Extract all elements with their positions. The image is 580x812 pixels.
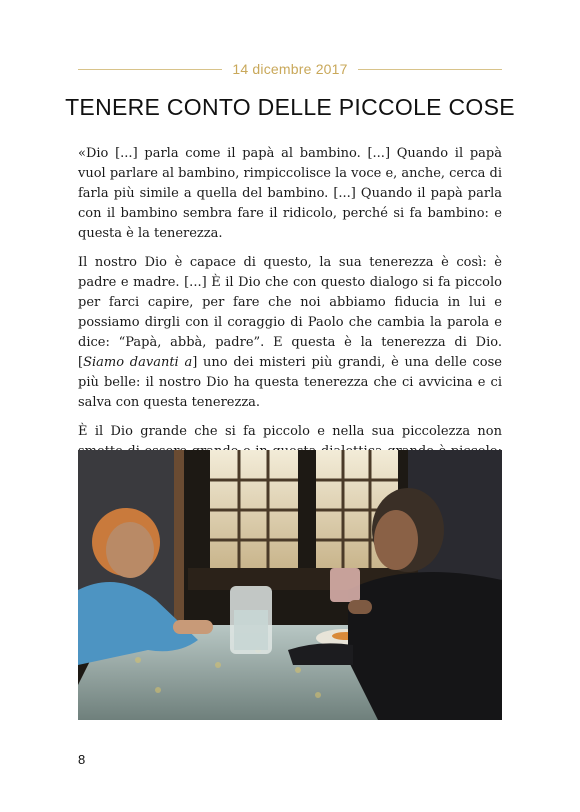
page-number: 8 — [78, 752, 86, 767]
paragraph-2-end: ] uno dei misteri più grandi, è una delle cose più belle: il nostro Dio ha questa tenerezza che ci avvicina e ci salva con questa tenerezza. — [78, 355, 503, 410]
right-rule — [358, 69, 502, 70]
date-header — [78, 58, 502, 80]
page-title: TENERE CONTO DELLE PICCOLE COSE — [65, 94, 515, 120]
left-rule — [78, 69, 222, 70]
paragraph-1: «Dio [...] parla come il papà al bambino. [...] Quando il papà vuol parlare al bambino, rimpiccolisce la voce e, anche, cerca di farla più simile a quella del bambino. [...] Quando il papà parla con il bambino sembra fare il ridicolo, perché si fa bambino: e questa è la tenerezza. — [78, 146, 502, 241]
paragraph-2-italic: Siamo davanti a — [83, 355, 193, 370]
photo-illustration — [78, 450, 502, 720]
paragraph-3: È il Dio grande che si fa piccolo e nella sua piccolezza non — [78, 424, 502, 439]
photo — [78, 450, 502, 720]
paragraph-2 — [78, 253, 502, 413]
paragraph-2-start: Il nostro Dio è capace di questo, la sua tenerezza è così: è padre e madre. [...] È il Dio che con questo dialogo si fa piccolo per farci capire, per fare che noi abbiamo fiducia in lui e possiamo dirgli con il coraggio di Paolo che cambia la parola e dice: “Papà, abbà, padre”. E questa è la tenerezza di Dio. [ — [78, 255, 502, 370]
date: 14 dicembre 2017 — [232, 61, 348, 77]
